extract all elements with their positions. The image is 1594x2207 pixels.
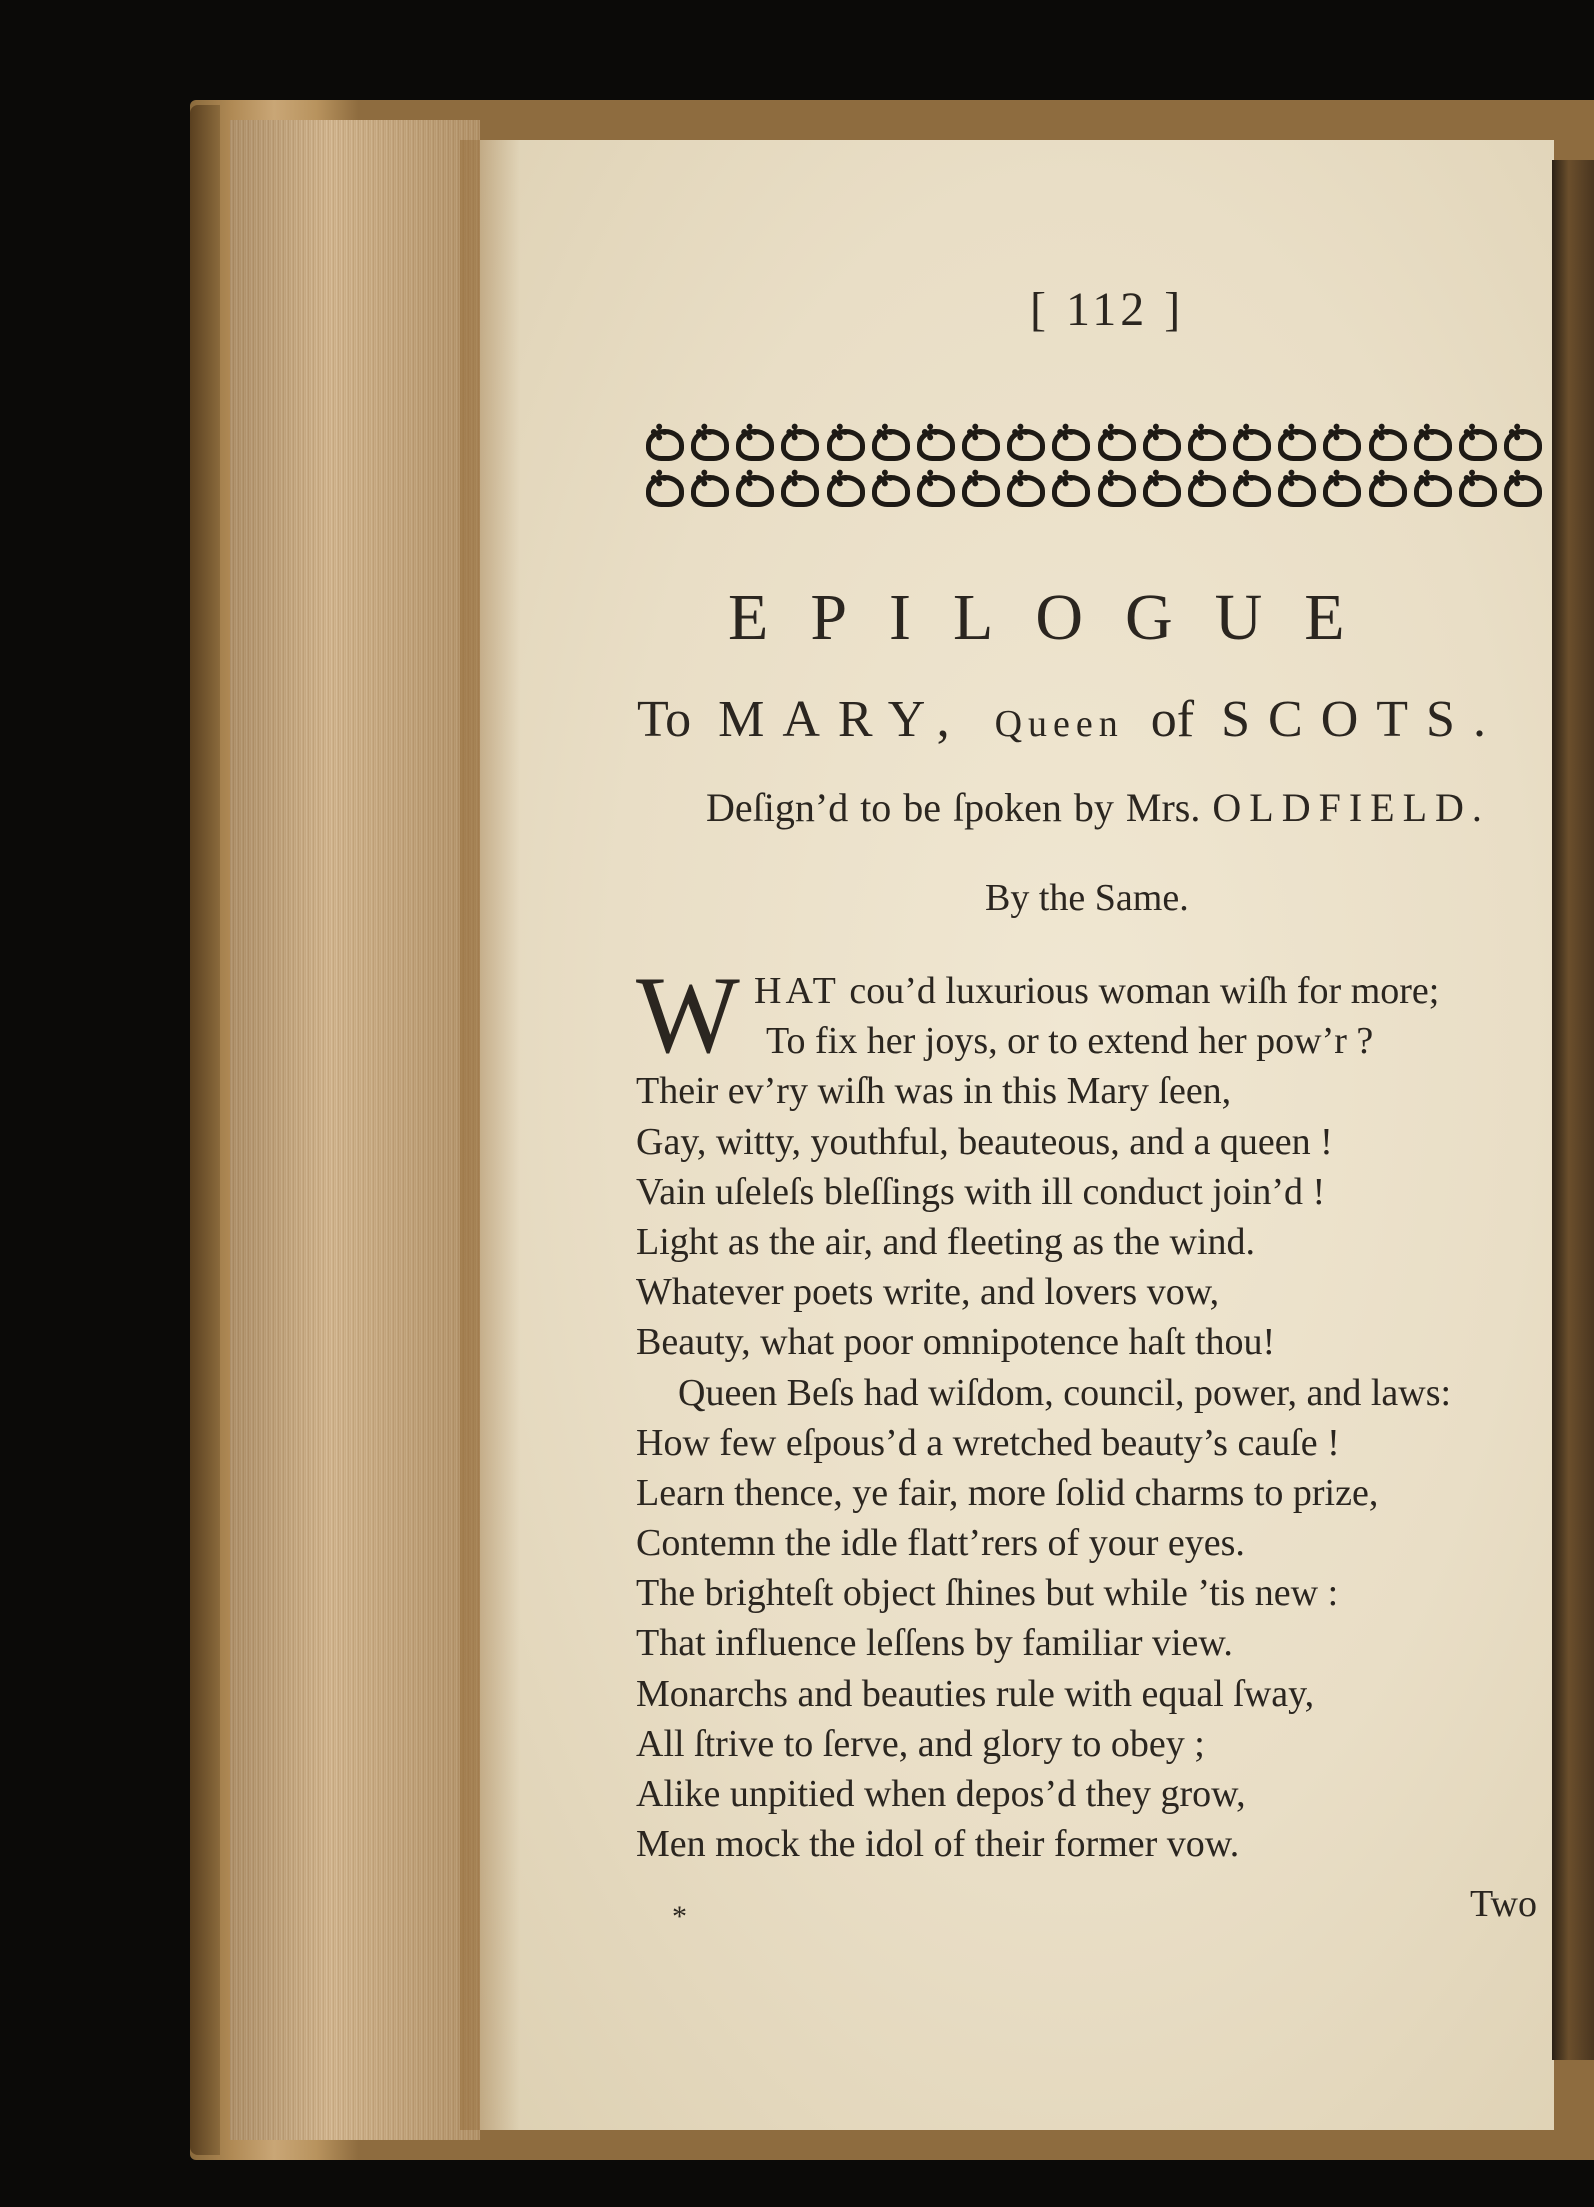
ornament-flower-icon bbox=[1227, 425, 1269, 465]
poem-line: Monarchs and beauties rule with equal ſway, bbox=[636, 1672, 1315, 1715]
ornament-flower-icon bbox=[1498, 425, 1540, 465]
ornament-flower-icon bbox=[1182, 425, 1224, 465]
ornament-flower-icon bbox=[1046, 471, 1088, 511]
poem-body bbox=[636, 966, 1536, 1869]
poem-line: Vain uſeleſs bleſſings with ill conduct join’d ! bbox=[636, 1170, 1326, 1213]
poem-line: Gay, witty, youthful, beauteous, and a queen ! bbox=[636, 1120, 1333, 1163]
poem-line: Alike unpitied when depos’d they grow, bbox=[636, 1773, 1246, 1815]
by-line: By the Same. bbox=[985, 877, 1189, 919]
page-edges bbox=[230, 120, 480, 2140]
designed-line bbox=[706, 784, 1490, 831]
ornament-flower-icon bbox=[1363, 425, 1405, 465]
drop-cap: W bbox=[636, 954, 740, 1076]
ornament-flower-icon bbox=[1092, 471, 1134, 511]
ornament-flower-icon bbox=[685, 471, 727, 511]
ornamental-headpiece bbox=[640, 425, 1540, 513]
ornament-flower-icon bbox=[1227, 471, 1269, 511]
ornament-flower-icon bbox=[1408, 425, 1450, 465]
poem-line: That influence leſſens by familiar view. bbox=[636, 1622, 1233, 1665]
poem-line: Light as the air, and fleeting as the wind. bbox=[636, 1220, 1255, 1263]
subtitle-scots: SCOTS. bbox=[1221, 691, 1504, 748]
page-gutter-shadow bbox=[460, 140, 520, 2130]
poem-line: Queen Beſs had wiſdom, council, power, and laws: bbox=[678, 1371, 1452, 1414]
ornament-flower-icon bbox=[956, 471, 998, 511]
ornament-flower-icon bbox=[1001, 471, 1043, 511]
ornament-flower-icon bbox=[1453, 471, 1495, 511]
signature-mark: * bbox=[672, 1900, 687, 1933]
poem-line: The brighteſt object ſhines but while ’tis new : bbox=[636, 1572, 1339, 1615]
subtitle-queen: Queen bbox=[994, 703, 1124, 745]
ornament-flower-icon bbox=[775, 471, 817, 511]
designed-name: OLDFIELD. bbox=[1212, 785, 1490, 830]
ornament-flower-icon bbox=[640, 425, 682, 465]
ornament-flower-icon bbox=[730, 425, 772, 465]
poem-line: To fix her joys, or to extend her pow’r ? bbox=[766, 1020, 1374, 1063]
poem-line: Men mock the idol of their former vow. bbox=[636, 1823, 1240, 1866]
ornament-flower-icon bbox=[1272, 425, 1314, 465]
ornament-flower-icon bbox=[866, 425, 908, 465]
first-line-rest: cou’d luxurious woman wiſh for more; bbox=[849, 970, 1440, 1012]
ornament-flower-icon bbox=[1453, 425, 1495, 465]
ornament-flower-icon bbox=[911, 471, 953, 511]
page-number: [ 112 ] bbox=[1030, 283, 1185, 336]
title: EPILOGUE bbox=[728, 581, 1387, 654]
subtitle bbox=[637, 690, 1504, 749]
next-page-edge bbox=[1552, 160, 1594, 2060]
ornament-flower-icon bbox=[1046, 425, 1088, 465]
ornament-flower-icon bbox=[730, 471, 772, 511]
ornament-flower-icon bbox=[1092, 425, 1134, 465]
ornament-flower-icon bbox=[956, 425, 998, 465]
poem-line: Beauty, what poor omnipotence haſt thou! bbox=[636, 1321, 1276, 1364]
ornament-flower-icon bbox=[1137, 425, 1179, 465]
ornament-flower-icon bbox=[1317, 471, 1359, 511]
ornament-flower-icon bbox=[821, 425, 863, 465]
ornament-flower-icon bbox=[911, 425, 953, 465]
ornament-flower-icon bbox=[1317, 425, 1359, 465]
ornament-flower-icon bbox=[1363, 471, 1405, 511]
ornament-flower-icon bbox=[1001, 425, 1043, 465]
ornament-flower-icon bbox=[1408, 471, 1450, 511]
designed-prefix: Deſign’d to be ſpoken by Mrs. bbox=[706, 785, 1201, 830]
ornament-flower-icon bbox=[685, 425, 727, 465]
poem-line: Their ev’ry wiſh was in this Mary ſeen, bbox=[636, 1070, 1232, 1113]
poem-line: Contemn the idle flatt’rers of your eyes. bbox=[636, 1522, 1245, 1565]
ornament-flower-icon bbox=[1498, 471, 1540, 511]
ornament-flower-icon bbox=[775, 425, 817, 465]
catchword: Two bbox=[1470, 1883, 1538, 1925]
poem-line: Whatever poets write, and lovers vow, bbox=[636, 1271, 1220, 1314]
ornament-flower-icon bbox=[640, 471, 682, 511]
book-spine bbox=[190, 105, 220, 2155]
subtitle-of: of bbox=[1150, 691, 1195, 748]
ornament-flower-icon bbox=[1182, 471, 1224, 511]
poem-line: Learn thence, ye fair, more ſolid charms to prize, bbox=[636, 1471, 1379, 1514]
ornament-flower-icon bbox=[1272, 471, 1314, 511]
poem-line: All ſtrive to ſerve, and glory to obey ; bbox=[636, 1722, 1205, 1765]
first-line-caps: HAT bbox=[754, 970, 840, 1012]
subtitle-name: MARY, bbox=[718, 691, 968, 748]
poem-line: How few eſpous’d a wretched beauty’s cauſe ! bbox=[636, 1421, 1340, 1464]
subtitle-to: To bbox=[637, 691, 692, 748]
ornament-flower-icon bbox=[821, 471, 863, 511]
ornament-flower-icon bbox=[1137, 471, 1179, 511]
ornament-flower-icon bbox=[866, 471, 908, 511]
